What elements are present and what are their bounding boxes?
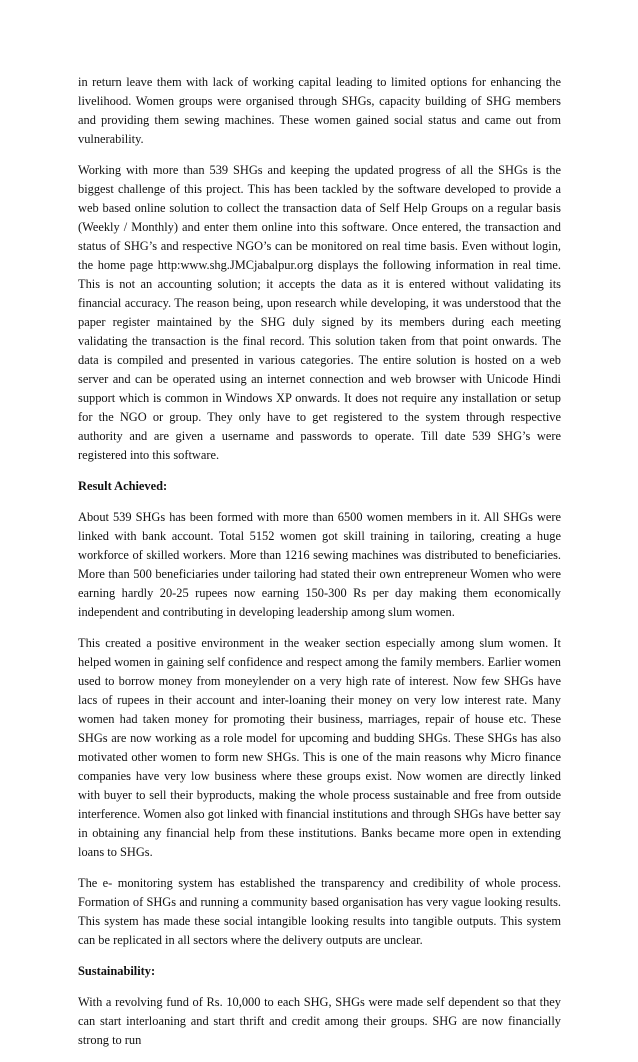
paragraph-revolving-fund: With a revolving fund of Rs. 10,000 to each SHG, SHGs were made self dependent so that they can start interloaning and start thrift and credit among their groups. SHG are now financially strong to run xyxy=(78,995,561,1047)
paragraph-e-monitoring: The e- monitoring system has established the transparency and credibility of whole process. Formation of SHGs and running a community based organisation has very vague looking results. This system has made these social intangible looking results into tangible outputs. This system can be replicated in all sectors where the delivery outputs are unclear. xyxy=(78,876,561,947)
heading-sustainability: Sustainability: xyxy=(78,964,156,978)
document-page xyxy=(78,73,561,1062)
heading-result-achieved: Result Achieved: xyxy=(78,479,168,493)
paragraph-livelihood: in return leave them with lack of working capital leading to limited options for enhancing the livelihood. Women groups were organised through SHGs, capacity building of SHG members and providing them sewing machines. These women gained social status and came out from vulnerability. xyxy=(78,75,561,146)
paragraph-shg-formation: About 539 SHGs has been formed with more than 6500 women members in it. All SHGs were linked with bank account. Total 5152 women got skill training in tailoring, creating a huge workforce of skilled workers. More than 1216 sewing machines was distributed to beneficiaries. More than 500 beneficiaries under tailoring had stated their own entrepreneur Women who were earning hardly 20-25 rupees now earning 150-300 Rs per day making them economically independent and contributing in developing leadership among slum women. xyxy=(78,510,561,619)
paragraph-positive-environment: This created a positive environment in the weaker section especially among slum women. It helped women in gaining self confidence and respect among the family members. Earlier women used to borrow money from moneylender on a very high rate of interest. Now few SHGs have lacs of rupees in their account and inter-loaning their money on very low interest rate. Many women had taken money for promoting their business, marriages, repair of house etc. These SHGs are now working as a role model for upcoming and budding SHGs. These SHGs has also motivated other women to form new SHGs. This is one of the main reasons why Micro finance companies have very low business where these groups exist. Now women are directly linked with buyer to sell their byproducts, making the whole process sustainable and free from outside interference. Women also got linked with financial institutions and through SHGs have better say in obtaining any financial help from these institutions. Banks became more open in extending loans to SHGs. xyxy=(78,636,561,859)
paragraph-software-solution: Working with more than 539 SHGs and keeping the updated progress of all the SHGs is the biggest challenge of this project. This has been tackled by the software developed to provide a web based online solution to collect the transaction data of Self Help Groups on a regular basis (Weekly / Monthly) and enter them online into this software. Once entered, the transaction and status of SHG’s and respective NGO’s can be monitored on real time basis. Even without login, the home page http:www.shg.JMCjabalpur.org displays the following information in real time. This is not an accounting solution; it accepts the data as it is entered without validating its financial accuracy. The reason being, upon research while developing, it was understood that the paper register maintained by the SHG duly signed by its members during each meeting validating the transaction is the final record. This solution taken from that point onwards. The data is compiled and presented in various categories. The entire solution is hosted on a web server and can be operated using an internet connection and web browser with Unicode Hindi support which is common in Windows XP onwards. It does not require any installation or setup for the NGO or group. They only have to get registered to the system through respective authority and are given a username and passwords to operate. Till date 539 SHG’s were registered into this software. xyxy=(78,163,561,462)
